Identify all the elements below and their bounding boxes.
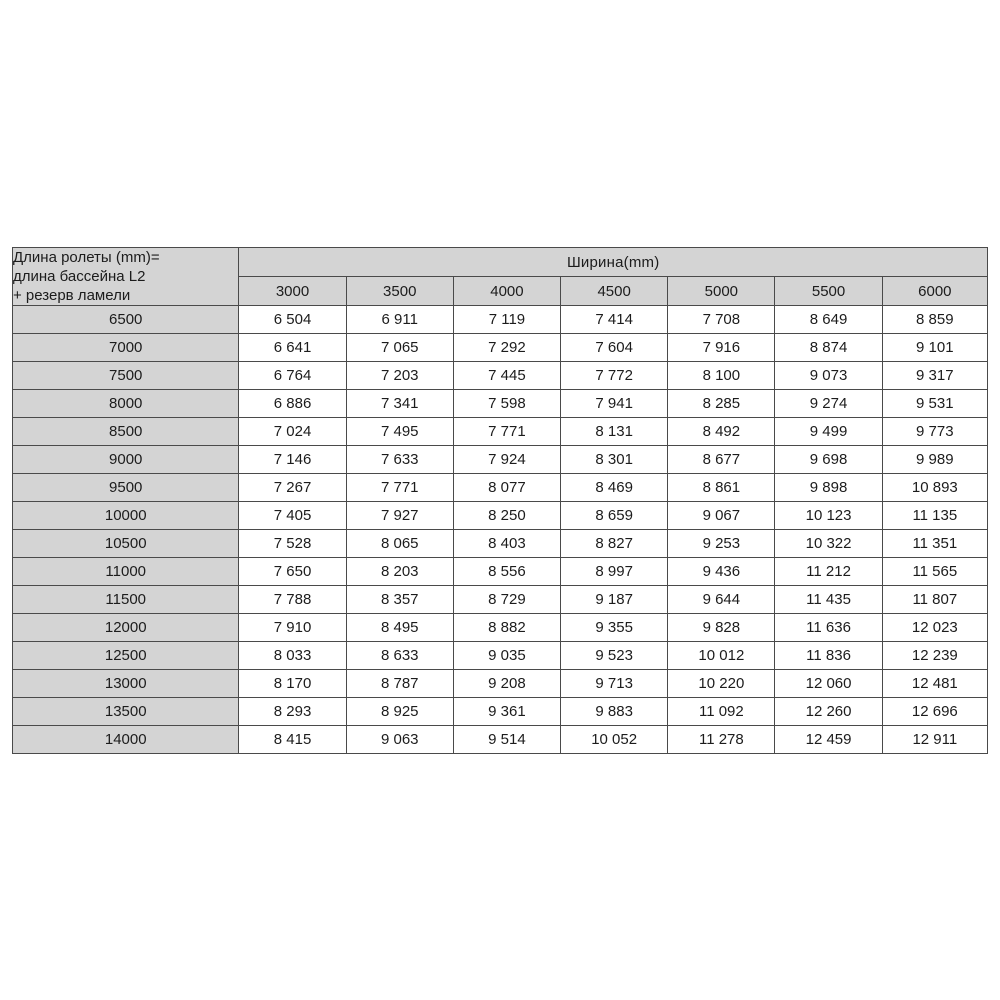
row-header: 11500 (13, 586, 239, 614)
row-header: 13000 (13, 670, 239, 698)
table-cell: 9 208 (453, 670, 560, 698)
table-cell: 7 414 (561, 306, 668, 334)
table-cell: 8 633 (346, 642, 453, 670)
table-cell: 11 135 (882, 502, 987, 530)
table-header-row-top (13, 248, 988, 277)
table-cell: 9 073 (775, 362, 882, 390)
table-cell: 7 292 (453, 334, 560, 362)
table-cell: 8 250 (453, 502, 560, 530)
table-cell: 8 033 (239, 642, 346, 670)
row-header: 10000 (13, 502, 239, 530)
table-cell: 6 764 (239, 362, 346, 390)
table-cell: 12 023 (882, 614, 987, 642)
table-cell: 8 882 (453, 614, 560, 642)
table-cell: 10 123 (775, 502, 882, 530)
table-cell: 9 773 (882, 418, 987, 446)
column-header-3000: 3000 (239, 277, 346, 306)
table-cell: 8 170 (239, 670, 346, 698)
table-cell: 9 317 (882, 362, 987, 390)
table-cell: 8 301 (561, 446, 668, 474)
table-row (13, 670, 988, 698)
table-cell: 10 012 (668, 642, 775, 670)
table-body (13, 306, 988, 754)
table-cell: 7 528 (239, 530, 346, 558)
corner-header-line3: + резерв ламели (13, 287, 131, 304)
table-cell: 6 641 (239, 334, 346, 362)
row-header: 14000 (13, 726, 239, 754)
table-row (13, 474, 988, 502)
table-cell: 7 708 (668, 306, 775, 334)
table-head (13, 248, 988, 306)
table-row (13, 390, 988, 418)
table-cell: 10 220 (668, 670, 775, 698)
table-cell: 8 827 (561, 530, 668, 558)
table-cell: 8 677 (668, 446, 775, 474)
table-cell: 8 131 (561, 418, 668, 446)
table-cell: 8 100 (668, 362, 775, 390)
table-cell: 9 713 (561, 670, 668, 698)
table-cell: 9 187 (561, 586, 668, 614)
table-cell: 12 239 (882, 642, 987, 670)
table-cell: 7 788 (239, 586, 346, 614)
table-cell: 7 633 (346, 446, 453, 474)
table-cell: 8 997 (561, 558, 668, 586)
table-cell: 11 636 (775, 614, 882, 642)
corner-header-line1: Длина ролеты (mm)= (13, 249, 160, 266)
table-cell: 7 604 (561, 334, 668, 362)
table-cell: 7 024 (239, 418, 346, 446)
table-cell: 6 504 (239, 306, 346, 334)
table-cell: 8 293 (239, 698, 346, 726)
table-cell: 9 436 (668, 558, 775, 586)
table-cell: 9 274 (775, 390, 882, 418)
table-cell: 9 989 (882, 446, 987, 474)
table-row (13, 418, 988, 446)
table-cell: 9 698 (775, 446, 882, 474)
table-cell: 9 035 (453, 642, 560, 670)
table-cell: 12 459 (775, 726, 882, 754)
table-cell: 7 772 (561, 362, 668, 390)
table-cell: 12 260 (775, 698, 882, 726)
table-cell: 11 836 (775, 642, 882, 670)
table-cell: 11 351 (882, 530, 987, 558)
table-cell: 7 119 (453, 306, 560, 334)
column-header-5000: 5000 (668, 277, 775, 306)
table-cell: 9 361 (453, 698, 560, 726)
table-cell: 7 650 (239, 558, 346, 586)
row-header: 12500 (13, 642, 239, 670)
table-cell: 9 063 (346, 726, 453, 754)
table-row (13, 334, 988, 362)
table-cell: 7 771 (453, 418, 560, 446)
row-header: 9000 (13, 446, 239, 474)
width-group-header: Ширина(mm) (239, 248, 988, 277)
corner-header-line2: длина бассейна L2 (13, 268, 146, 285)
column-header-5500: 5500 (775, 277, 882, 306)
table-cell: 8 469 (561, 474, 668, 502)
table-cell: 8 077 (453, 474, 560, 502)
row-header: 6500 (13, 306, 239, 334)
table-row (13, 362, 988, 390)
table-cell: 7 598 (453, 390, 560, 418)
table-cell: 8 859 (882, 306, 987, 334)
table-cell: 11 435 (775, 586, 882, 614)
table-cell: 8 065 (346, 530, 453, 558)
table-row (13, 446, 988, 474)
dimension-table-container (12, 247, 988, 754)
table-cell: 8 861 (668, 474, 775, 502)
table-cell: 7 445 (453, 362, 560, 390)
table-cell: 8 925 (346, 698, 453, 726)
row-header: 8000 (13, 390, 239, 418)
table-cell: 6 886 (239, 390, 346, 418)
table-row (13, 530, 988, 558)
table-cell: 10 322 (775, 530, 882, 558)
table-cell: 6 911 (346, 306, 453, 334)
table-cell: 12 481 (882, 670, 987, 698)
table-row (13, 698, 988, 726)
table-cell: 9 828 (668, 614, 775, 642)
table-cell: 7 916 (668, 334, 775, 362)
table-cell: 12 696 (882, 698, 987, 726)
table-cell: 7 927 (346, 502, 453, 530)
table-cell: 9 101 (882, 334, 987, 362)
table-cell: 7 203 (346, 362, 453, 390)
table-cell: 11 212 (775, 558, 882, 586)
table-cell: 9 067 (668, 502, 775, 530)
column-header-4500: 4500 (561, 277, 668, 306)
table-cell: 7 910 (239, 614, 346, 642)
table-row (13, 726, 988, 754)
table-cell: 7 924 (453, 446, 560, 474)
corner-header-cell (13, 248, 239, 306)
table-cell: 12 911 (882, 726, 987, 754)
table-cell: 10 052 (561, 726, 668, 754)
table-cell: 8 415 (239, 726, 346, 754)
table-row (13, 642, 988, 670)
table-cell: 11 278 (668, 726, 775, 754)
table-cell: 9 523 (561, 642, 668, 670)
column-header-3500: 3500 (346, 277, 453, 306)
table-cell: 7 495 (346, 418, 453, 446)
row-header: 12000 (13, 614, 239, 642)
table-cell: 9 253 (668, 530, 775, 558)
table-row (13, 502, 988, 530)
column-header-4000: 4000 (453, 277, 560, 306)
table-cell: 7 771 (346, 474, 453, 502)
table-cell: 11 092 (668, 698, 775, 726)
row-header: 10500 (13, 530, 239, 558)
row-header: 8500 (13, 418, 239, 446)
table-cell: 8 649 (775, 306, 882, 334)
row-header: 9500 (13, 474, 239, 502)
table-cell: 8 357 (346, 586, 453, 614)
row-header: 11000 (13, 558, 239, 586)
table-cell: 11 807 (882, 586, 987, 614)
row-header: 7000 (13, 334, 239, 362)
table-cell: 8 403 (453, 530, 560, 558)
table-row (13, 586, 988, 614)
table-cell: 7 146 (239, 446, 346, 474)
table-cell: 11 565 (882, 558, 987, 586)
row-header: 7500 (13, 362, 239, 390)
table-row (13, 614, 988, 642)
table-cell: 7 941 (561, 390, 668, 418)
table-cell: 9 514 (453, 726, 560, 754)
table-cell: 7 341 (346, 390, 453, 418)
table-cell: 12 060 (775, 670, 882, 698)
table-cell: 9 355 (561, 614, 668, 642)
dimension-table (12, 247, 988, 754)
table-cell: 8 729 (453, 586, 560, 614)
table-cell: 9 531 (882, 390, 987, 418)
table-cell: 8 203 (346, 558, 453, 586)
table-cell: 8 495 (346, 614, 453, 642)
table-cell: 10 893 (882, 474, 987, 502)
table-cell: 8 492 (668, 418, 775, 446)
table-cell: 8 285 (668, 390, 775, 418)
table-cell: 9 499 (775, 418, 882, 446)
row-header: 13500 (13, 698, 239, 726)
table-cell: 8 659 (561, 502, 668, 530)
table-row (13, 558, 988, 586)
table-cell: 9 898 (775, 474, 882, 502)
table-cell: 7 267 (239, 474, 346, 502)
table-cell: 8 787 (346, 670, 453, 698)
table-cell: 8 556 (453, 558, 560, 586)
table-cell: 9 644 (668, 586, 775, 614)
table-cell: 7 065 (346, 334, 453, 362)
column-header-6000: 6000 (882, 277, 987, 306)
table-cell: 9 883 (561, 698, 668, 726)
table-row (13, 306, 988, 334)
table-cell: 8 874 (775, 334, 882, 362)
table-cell: 7 405 (239, 502, 346, 530)
